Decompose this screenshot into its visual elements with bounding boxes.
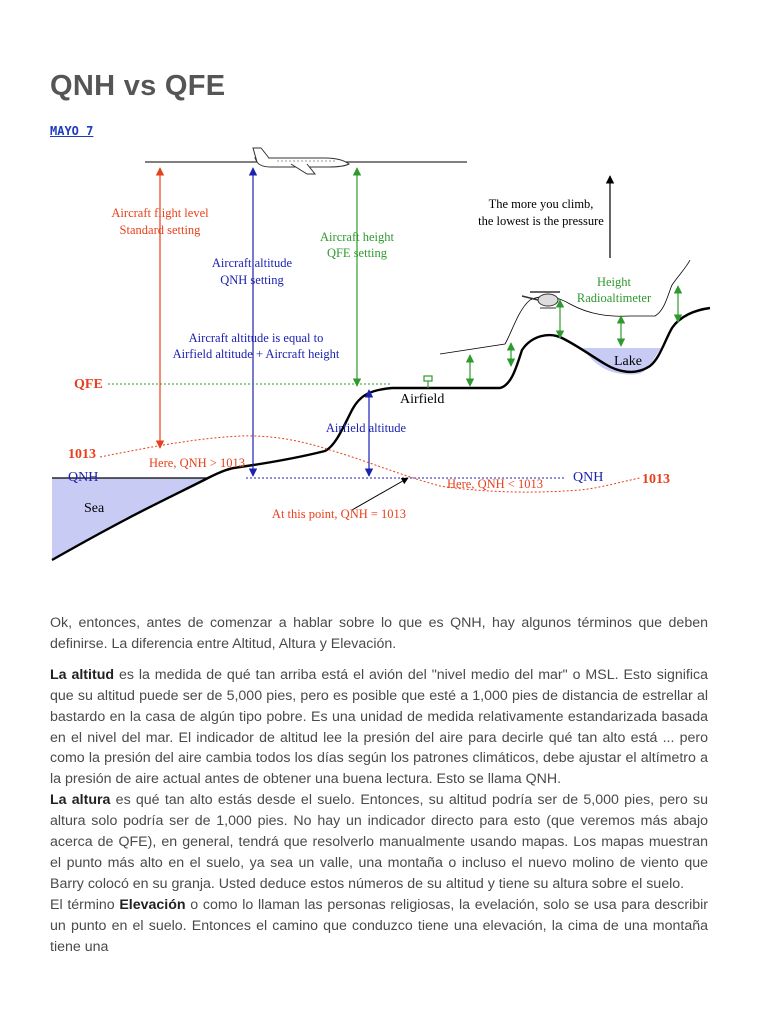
climb-label: The more you climb,: [488, 197, 594, 211]
term-altitud: La altitud: [50, 666, 115, 683]
height-label: Aircraft height: [320, 230, 394, 244]
paragraph-text: es qué tan alto estás desde el suelo. Entonces, su altitud podría ser de 5,000 pies, pero su altura solo podría ser de 1,000 pies. No hay un indicador directo para esto (que veremos más abajo acerca de QFE), en general, tendrá que resolverlo manualmente usando mapas. Los mapas muestran el punto más alto en el suelo, ya sea un valle, una montaña o incluso el nuevo molino de viento que Barry colocó en su granja. Usted deduce estos números de su altitud y tiene su altura sobre el suelo.: [50, 792, 708, 892]
pointer-arrow: [352, 478, 408, 510]
date-link[interactable]: MAYO 7: [50, 124, 94, 138]
page-title: QNH vs QFE: [50, 70, 226, 102]
equal-label: Aircraft altitude is equal to: [188, 331, 324, 345]
airplane-icon: [253, 148, 349, 174]
airfield-label: Airfield: [400, 392, 445, 407]
paragraph-altitud: [50, 665, 708, 790]
qnh-left-label: QNH: [68, 470, 99, 485]
flight-level-label: Aircraft flight level: [111, 206, 209, 220]
qnh-qfe-diagram: [0, 140, 768, 580]
helicopter-icon: [522, 292, 560, 308]
paragraph-text: es la medida de qué tan arriba está el avión del "nivel medio del mar" o MSL. Esto significa que su altitud puede ser de 5,000 pies, pero es posible que esté a 1,000 pies de distancia de estrellar al bastardo en la casa de algún tipo pobre. Es una unidad de medida relativamente estandarizada basada en el nivel del mar. El indicador de altitud lee la presión del aire para decirle qué tan alto está ... pero como la presión del aire cambia todos los días según los patrones climáticos, debe ajustar el altímetro a la presión de aire actual antes de obtener una buena lectura. Esto se llama QNH.: [50, 666, 708, 788]
climb-sub: the lowest is the pressure: [478, 214, 604, 228]
airfield-altitude-label: Airfield altitude: [325, 421, 407, 435]
sea-label: Sea: [84, 501, 105, 516]
term-elevacion: Elevación: [119, 896, 186, 913]
altitude-label: Aircraft altitude: [211, 256, 293, 270]
paragraph-intro: Ok, entonces, antes de comenzar a hablar sobre lo que es QNH, hay algunos términos que deben definirse. La diferencia entre Altitud, Altura y Elevación.: [50, 615, 708, 652]
p1013-left-label: 1013: [68, 447, 96, 462]
paragraph-elevacion: [50, 895, 708, 958]
here-lt-label: Here, QNH < 1013: [447, 477, 543, 491]
altitude-sub: QNH setting: [220, 273, 284, 287]
radioaltimeter-label: Radioaltimeter: [576, 291, 652, 305]
equal-sub: Airfield altitude + Aircraft height: [172, 347, 340, 361]
qfe-label: QFE: [74, 377, 103, 392]
height-sub: QFE setting: [326, 246, 388, 260]
paragraph-text: El término: [50, 896, 120, 913]
lake-label: Lake: [614, 354, 642, 369]
paragraph-text: o como lo llaman las personas religiosas, la evelación, solo se usa para describir un punto en el suelo. Entonces el camino que conduzco tiene una elevación, la cima de una montaña tiene una: [50, 896, 708, 955]
windsock-icon: [424, 376, 432, 388]
height-radio-label: Height: [596, 275, 632, 289]
p1013-right-label: 1013: [642, 472, 670, 487]
article-body: [50, 613, 708, 958]
here-gt-label: Here, QNH > 1013: [149, 456, 245, 470]
paragraph-altura: [50, 790, 708, 895]
flight-level-sub: Standard setting: [119, 223, 201, 237]
at-point-label: At this point, QNH = 1013: [271, 507, 407, 521]
term-altura: La altura: [50, 792, 111, 809]
qnh-right-label: QNH: [573, 470, 604, 485]
